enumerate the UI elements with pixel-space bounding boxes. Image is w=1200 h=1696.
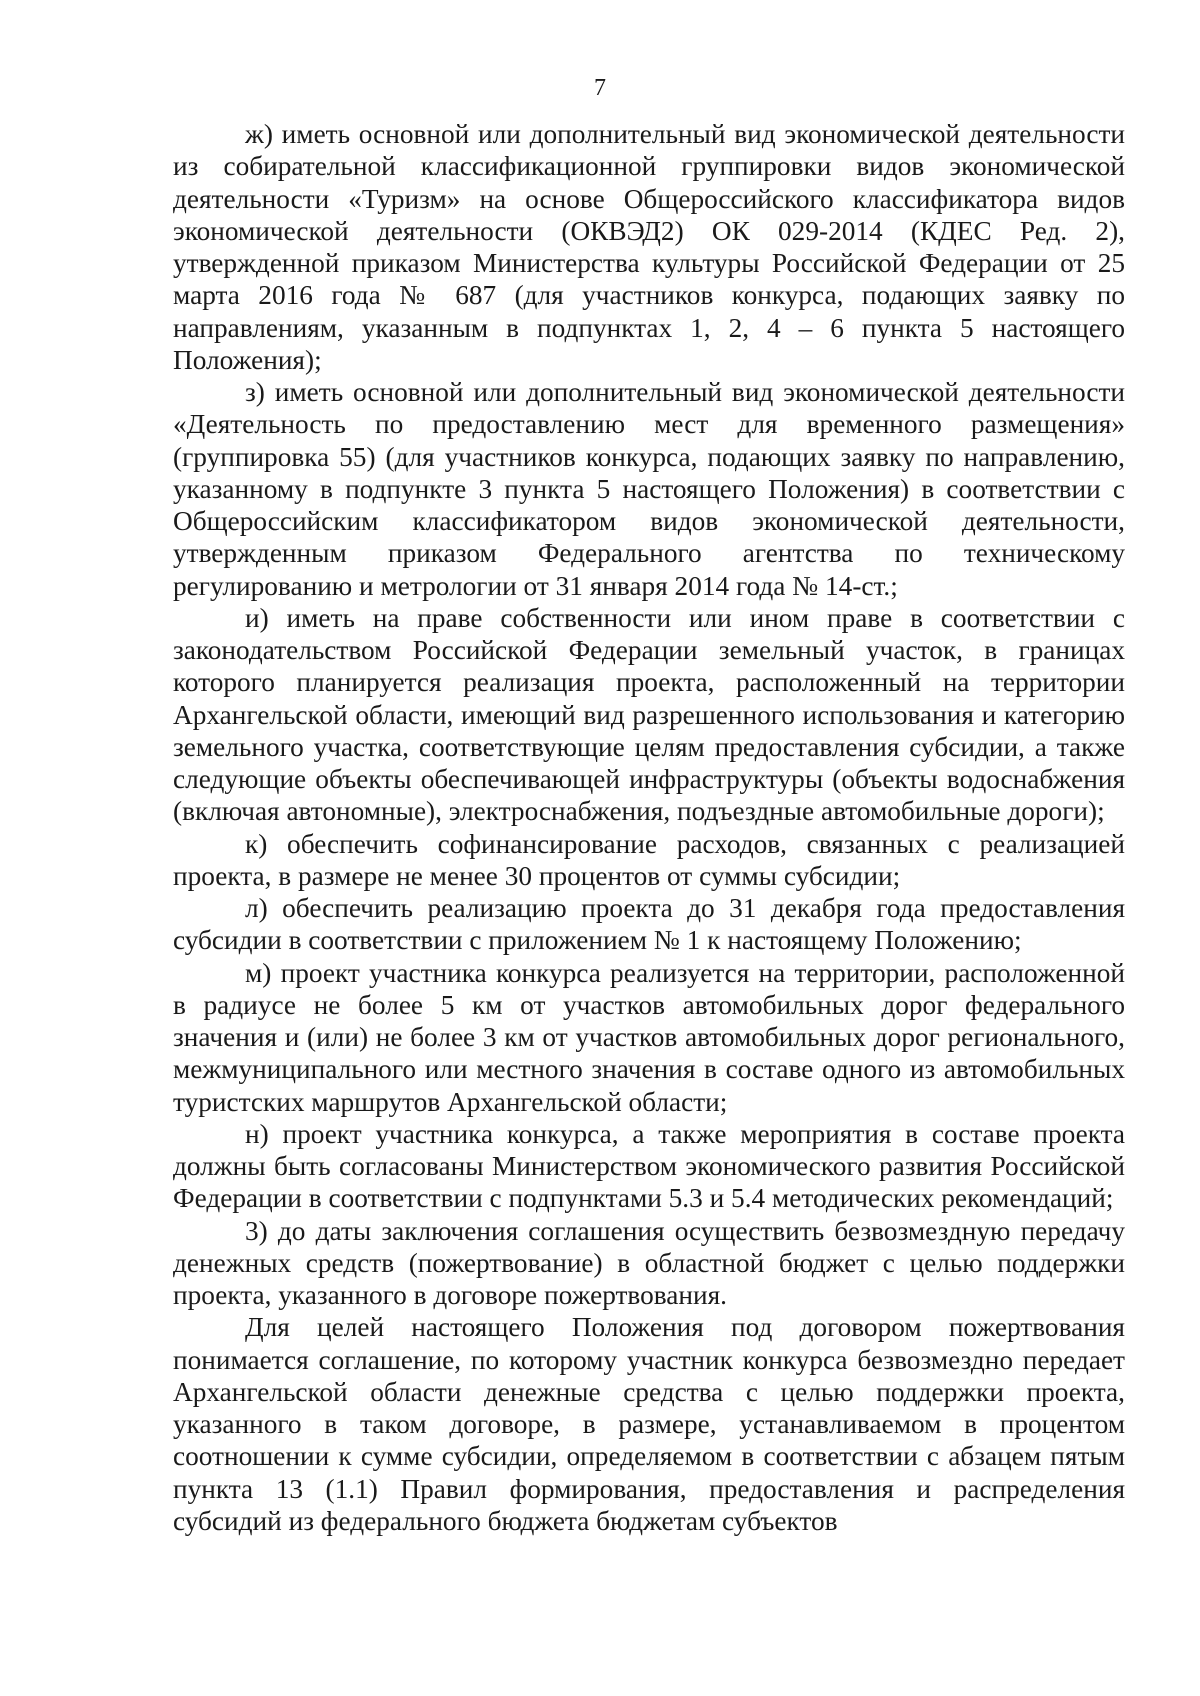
paragraph-3: 3) до даты заключения соглашения осуществить безвозмездную передачу денежных средств (пожертвование) в областной бюджет с целью поддержки проекта, указанного в договоре пожертвования. — [173, 1215, 1125, 1310]
paragraph-z: з) иметь основной или дополнительный вид экономической деятельности «Деятельность по предоставлению мест для временного размещения» (группировка 55) (для участников конкурса, подающих заявку по направлению, указанному в подпункте 3 пункта 5 настоящего Положения) в соответствии с Общероссийским классификатором видов экономической деятельности, утвержденным приказом Федерального агентства по техническому регулированию и метрологии от 31 января 2014 года № 14-ст.; — [173, 377, 1125, 601]
paragraph-i: и) иметь на праве собственности или ином праве в соответствии с законодательством Российской Федерации земельный участок, в границах которого планируется реализация проекта, расположенный на территории Архангельской области, имеющий вид разрешенного использования и категорию земельного участка, соответствующие целям предоставления субсидии, а также следующие объекты обеспечивающей инфраструктуры (объекты водоснабжения (включая автономные), электроснабжения, подъездные автомобильные дороги); — [173, 602, 1125, 827]
paragraph-donation-definition: Для целей настоящего Положения под договором пожертвования понимается соглашение, по которому участник конкурса безвозмездно передает Архангельской области денежные средства с целью поддержки проекта, указанного в таком договоре, в размере, устанавливаемом в процентом соотношении к сумме субсидии, определяемом в соответствии с абзацем пятым пункта 13 (1.1) Правил формирования, предоставления и распределения субсидий из федерального бюджета бюджетам субъектов — [173, 1312, 1125, 1536]
document-body — [173, 118, 1125, 1537]
paragraph-zh: ж) иметь основной или дополнительный вид экономической деятельности из собирательной классификационной группировки видов экономической деятельности «Туризм» на основе Общероссийского классификатора видов экономической деятельности (ОКВЭД2) ОК 029-2014 (КДЕС Ред. 2), утвержденной приказом Министерства культуры Российской Федерации от 25 марта 2016 года № 687 (для участников конкурса, подающих заявку по направлениям, указанным в подпунктах 1, 2, 4 – 6 пункта 5 настоящего Положения); — [173, 119, 1125, 375]
paragraph-k: к) обеспечить софинансирование расходов, связанных с реализацией проекта, в размере не менее 30 процентов от суммы субсидии; — [173, 828, 1125, 891]
page-number: 7 — [594, 75, 606, 101]
paragraph-n: н) проект участника конкурса, а также мероприятия в составе проекта должны быть согласованы Министерством экономического развития Российской Федерации в соответствии с подпунктами 5.3 и 5.4 методических рекомендаций; — [173, 1118, 1125, 1214]
paragraph-m: м) проект участника конкурса реализуется на территории, расположенной в радиусе не более 5 км от участков автомобильных дорог федерального значения и (или) не более 3 км от участков автомобильных дорог регионального, межмуниципального или местного значения в составе одного из автомобильных туристских маршрутов Архангельской области; — [173, 957, 1125, 1117]
paragraph-l: л) обеспечить реализацию проекта до 31 декабря года предоставления субсидии в соответствии с приложением № 1 к настоящему Положению; — [173, 893, 1125, 956]
